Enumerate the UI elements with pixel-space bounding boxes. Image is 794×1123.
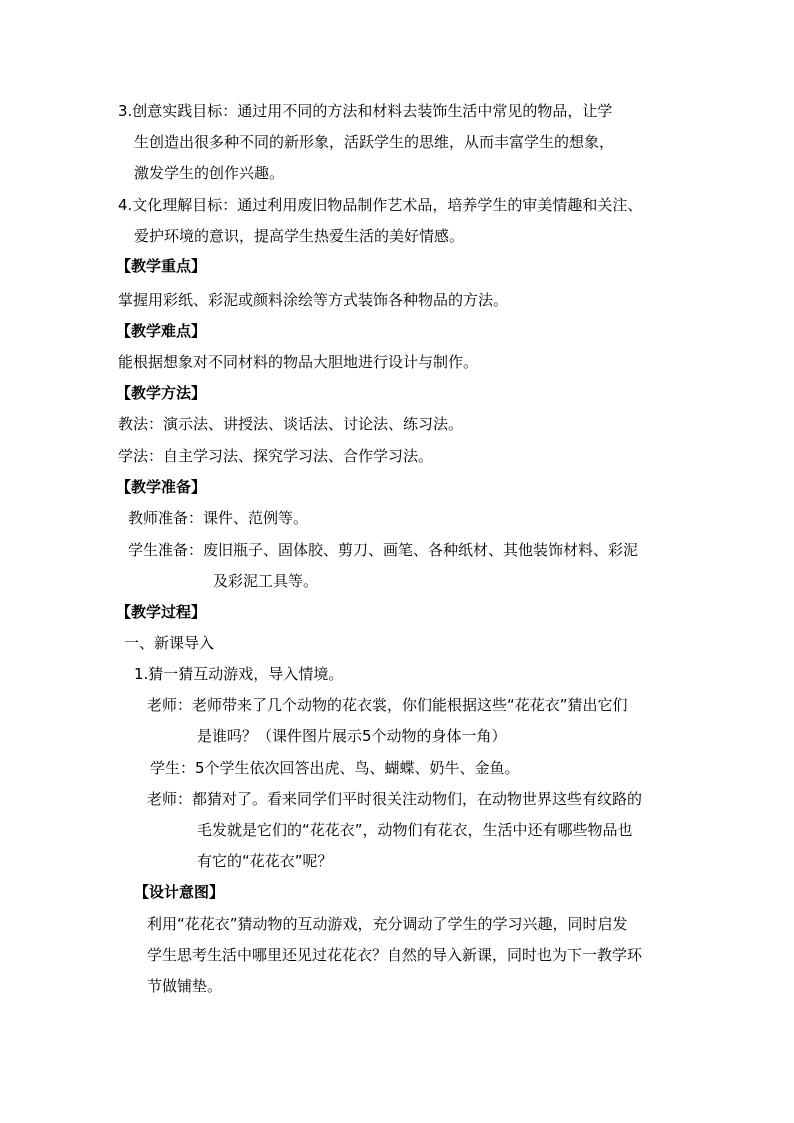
objective-4-line-2: 爱护环境的意识，提高学生热爱生活的美好情感。 [134, 227, 465, 245]
student-preparation-line-2: 及彩泥工具等。 [213, 572, 319, 590]
design-intent-line-2: 学生思考生活中哪里还见过花花衣？自然的导入新课，同时也为下一教学环 [147, 946, 643, 964]
student-dialogue-1: 学生：5个学生依次回答出虎、鸟、蝴蝶、奶牛、金鱼。 [150, 759, 520, 777]
teacher-dialogue-2-line-1: 老师：都猜对了。看来同学们平时很关注动物们，在动物世界这些有纹路的 [147, 790, 643, 808]
objective-4-line-1: 4.文化理解目标：通过利用废旧物品制作艺术品，培养学生的审美情趣和关注、 [118, 196, 643, 214]
heading-difficulties: 【教学难点】 [116, 322, 207, 340]
key-points-text: 掌握用彩纸、彩泥或颜料涂绘等方式装饰各种物品的方法。 [118, 291, 509, 309]
objective-3-line-2: 生创造出很多种不同的新形象，活跃学生的思维，从而丰富学生的想象， [134, 133, 615, 151]
student-preparation-line-1: 学生准备：废旧瓶子、固体胶、剪刀、画笔、各种纸材、其他装饰材料、彩泥 [128, 541, 639, 559]
design-intent-line-1: 利用“花花衣”猜动物的互动游戏，充分调动了学生的学习兴趣，同时启发 [147, 915, 628, 933]
heading-process: 【教学过程】 [116, 603, 207, 621]
objective-3-line-3: 激发学生的创作兴趣。 [134, 164, 285, 182]
objective-3-line-1: 3.创意实践目标：通过用不同的方法和材料去装饰生活中常见的物品，让学 [118, 102, 613, 120]
heading-methods: 【教学方法】 [116, 384, 207, 402]
teacher-dialogue-2-line-2: 毛发就是它们的“花花衣”，动物们有花衣，生活中还有哪些物品也 [197, 821, 633, 839]
teacher-preparation: 教师准备：课件、范例等。 [128, 509, 309, 527]
heading-design-intent: 【设计意图】 [134, 883, 225, 901]
section-new-lesson-intro: 一、新课导入 [124, 634, 215, 652]
difficulties-text: 能根据想象对不同材料的物品大胆地进行设计与制作。 [118, 353, 479, 371]
teacher-dialogue-1-line-1: 老师：老师带来了几个动物的花衣裳，你们能根据这些“花花衣”猜出它们 [147, 696, 628, 714]
learning-methods: 学法：自主学习法、探究学习法、合作学习法。 [118, 447, 434, 465]
teacher-dialogue-1-line-2: 是谁吗？（课件图片展示5个动物的身体一角） [197, 727, 507, 745]
heading-key-points: 【教学重点】 [116, 257, 207, 275]
teacher-dialogue-2-line-3: 有它的“花花衣”呢？ [197, 852, 333, 870]
design-intent-line-3: 节做铺垫。 [147, 977, 223, 995]
step-1: 1.猜一猜互动游戏，导入情境。 [134, 665, 344, 683]
teaching-methods: 教法：演示法、讲授法、谈话法、讨论法、练习法。 [118, 415, 464, 433]
heading-preparation: 【教学准备】 [116, 478, 207, 496]
